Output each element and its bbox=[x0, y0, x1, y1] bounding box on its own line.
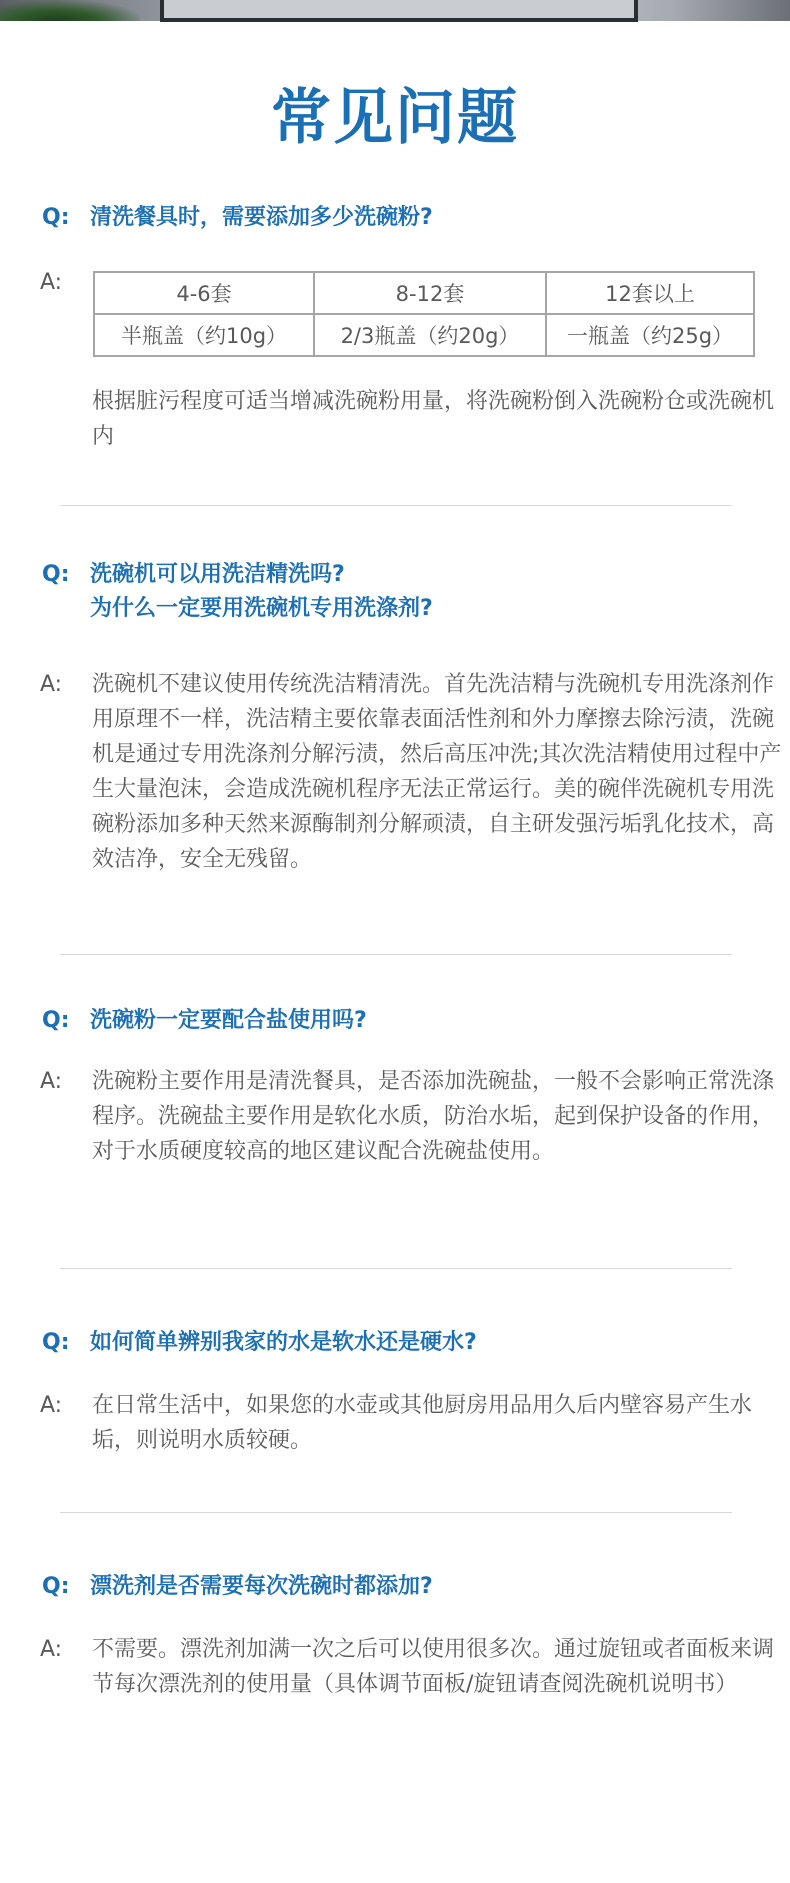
question-marker: Q: bbox=[42, 1330, 70, 1355]
answer-marker: A: bbox=[40, 1069, 63, 1094]
section-divider bbox=[60, 954, 732, 955]
answer-marker: A: bbox=[40, 1637, 63, 1662]
answer-marker: A: bbox=[40, 1393, 63, 1418]
question-marker: Q: bbox=[42, 562, 70, 587]
answer-text: 洗碗粉主要作用是清洗餐具，是否添加洗碗盐，一般不会影响正常洗涤程序。洗碗盐主要作用是软化水质，防治水垢，起到保护设备的作用，对于水质硬度较高的地区建议配合洗碗盐使用。 bbox=[92, 1069, 775, 1164]
plant-decoration bbox=[0, 0, 140, 21]
question-marker: Q: bbox=[42, 1008, 70, 1033]
question-text: 洗碗粉一定要配合盐使用吗? bbox=[90, 1008, 367, 1033]
question-text-line2: 为什么一定要用洗碗机专用洗涤剂? bbox=[90, 596, 433, 621]
table-row bbox=[94, 314, 754, 356]
answer-marker: A: bbox=[40, 270, 63, 295]
question-text: 清洗餐具时，需要添加多少洗碗粉? bbox=[90, 205, 433, 230]
answer-text: 根据脏污程度可适当增减洗碗粉用量，将洗碗粉倒入洗碗粉仓或洗碗机内 bbox=[92, 389, 775, 449]
table-cell: 12套以上 bbox=[546, 272, 754, 314]
section-divider bbox=[60, 1512, 732, 1513]
table-cell: 4-6套 bbox=[94, 272, 314, 314]
answer-text: 洗碗机不建议使用传统洗洁精清洗。首先洗洁精与洗碗机专用洗涤剂作用原理不一样，洗洁精主要依靠表面活性剂和外力摩擦去除污渍，洗碗机是通过专用洗涤剂分解污渍，然后高压冲洗;其次洗洁精使用过程中产生大量泡沫，会造成洗碗机程序无法正常运行。美的碗伴洗碗机专用洗碗粉添加多种天然来源酶制剂分解顽渍，自主研发强污垢乳化技术，高效洁净，安全无残留。 bbox=[92, 672, 782, 872]
section-divider bbox=[60, 1268, 732, 1269]
answer-text: 不需要。漂洗剂加满一次之后可以使用很多次。通过旋钮或者面板来调节每次漂洗剂的使用量（具体调节面板/旋钮请查阅洗碗机说明书） bbox=[92, 1637, 775, 1697]
top-banner-image bbox=[0, 0, 790, 21]
answer-marker: A: bbox=[40, 672, 63, 697]
table-cell: 2/3瓶盖（约20g） bbox=[314, 314, 546, 356]
dosage-table bbox=[93, 271, 755, 357]
table-cell: 半瓶盖（约10g） bbox=[94, 314, 314, 356]
question-text: 如何简单辨别我家的水是软水还是硬水? bbox=[90, 1330, 477, 1355]
question-marker: Q: bbox=[42, 1574, 70, 1599]
question-text-line1: 洗碗机可以用洗洁精洗吗? bbox=[90, 562, 345, 587]
table-row bbox=[94, 272, 754, 314]
section-divider bbox=[60, 505, 732, 506]
question-marker: Q: bbox=[42, 205, 70, 230]
appliance-frame-decoration bbox=[160, 0, 638, 22]
question-text: 漂洗剂是否需要每次洗碗时都添加? bbox=[90, 1574, 433, 1599]
answer-text: 在日常生活中，如果您的水壶或其他厨房用品用久后内壁容易产生水垢，则说明水质较硬。 bbox=[92, 1393, 753, 1453]
table-cell: 8-12套 bbox=[314, 272, 546, 314]
page-title: 常见问题 bbox=[271, 83, 519, 153]
table-cell: 一瓶盖（约25g） bbox=[546, 314, 754, 356]
